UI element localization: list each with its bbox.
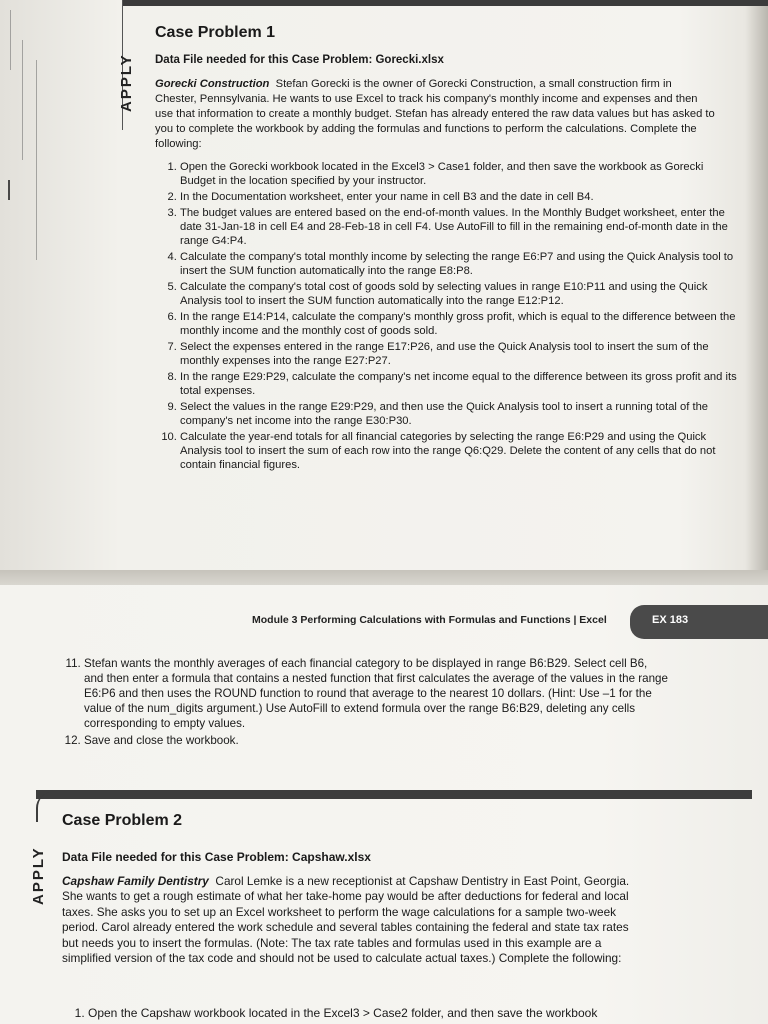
case2-data-file: Data File needed for this Case Problem: Capshaw.xlsx	[62, 850, 371, 864]
case1-step: 5. Calculate the company's total cost of goods sold by selecting values in range E10:P11 and using the Quick Analysis tool to insert the SUM function automatically into the range E12:P12.	[180, 280, 740, 308]
case1-step: 11. Stefan wants the monthly averages of each financial category to be displayed in range B6:B29. Select cell B6, and then enter a formula that contains a nested function that first calculates the average of the values in the range E6:P6 and then uses the ROUND function to round that average to the nearest 10 dollars. (Hint: Use –1 for the value of the num_digits argument.) Use AutoFill to extend formula over the range B6:B29, deleting any cells corresponding to empty values.	[84, 656, 669, 731]
case2-intro-body: Carol Lemke is a new receptionist at Capshaw Dentistry in East Point, Georgia. She wants to get a rough estimate of what her take-home pay would be after deductions for federal and local taxes. She asks you to set up an Excel worksheet to perform the wage calculations for a sample two-week period. Carol already entered the work schedule and several tables containing the federal and state tax rates but needs you to insert the formulas. (Note: The tax rate tables and formulas used in this example are a simplified version of the tax code and should not be used to calculate actual taxes.) Complete the following:	[62, 874, 630, 966]
case1-step: 4. Calculate the company's total monthly income by selecting the range E6:P7 and using the Quick Analysis tool to insert the SUM function automatically into the range E8:P8.	[180, 250, 740, 278]
case2-steps	[66, 1006, 673, 1022]
binding-gutter	[6, 0, 46, 580]
case2-title: Case Problem 2	[62, 812, 183, 829]
case1-apply-label: APPLY	[118, 53, 135, 112]
case1-steps	[158, 160, 740, 474]
case1-title: Case Problem 1	[155, 24, 276, 41]
case1-step: 10. Calculate the year-end totals for all financial categories by selecting the range E6:P29 and using the Quick Analysis tool to insert the sum of each row into the range Q6:Q29. Delete the content of any cells that do not contain financial figures.	[180, 430, 740, 472]
case1-header-bar	[122, 0, 768, 6]
case1-step: 1. Open the Gorecki workbook located in the Excel3 > Case1 folder, and then save the workbook as Gorecki Budget in the location specified by your instructor.	[180, 160, 740, 188]
case1-step: 7. Select the expenses entered in the range E17:P26, and use the Quick Analysis tool to insert the sum of the monthly expenses into the range E27:P27.	[180, 340, 740, 368]
case1-intro-body: Stefan Gorecki is the owner of Gorecki Construction, a small construction firm in Chester, Pennsylvania. He wants to use Excel to track his company's monthly income and expenses and then use that information to create a monthly budget. Stefan has already entered the raw data values but has asked to you to complete the workbook by adding the formulas and functions to perform the calculations. Complete the following:	[155, 78, 715, 150]
case2-header-curve	[36, 792, 58, 822]
case1-step: 2. In the Documentation worksheet, enter your name in cell B3 and the date in cell B4.	[180, 190, 740, 204]
case1-data-file: Data File needed for this Case Problem: Gorecki.xlsx	[155, 54, 444, 66]
case1-intro-title: Gorecki Construction	[155, 78, 270, 90]
continued-steps	[62, 656, 669, 750]
case1-step: 8. In the range E29:P29, calculate the company's net income equal to the difference between its gross profit and its total expenses.	[180, 370, 740, 398]
page-number-tab	[630, 605, 768, 639]
case1-step: 12. Save and close the workbook.	[84, 733, 669, 748]
case1-step: 9. Select the values in the range E29:P29, and then use the Quick Analysis tool to insert a running total of the company's net income into the range E30:P30.	[180, 400, 740, 428]
case1-step: 3. The budget values are entered based on the end-of-month values. In the Monthly Budget worksheet, enter the date 31-Jan-18 in cell E4 and 28-Feb-18 in cell F4. Use AutoFill to fill in the remaining end-of-month date in the range G4:P4.	[180, 206, 740, 248]
case2-intro-title: Capshaw Family Dentistry	[62, 874, 209, 888]
case1-intro	[155, 77, 715, 152]
case1-step: 6. In the range E14:P14, calculate the company's monthly gross profit, which is equal to the difference between the monthly income and the monthly cost of goods sold.	[180, 310, 740, 338]
case2-intro	[62, 874, 642, 966]
case2-step: 1. Open the Capshaw workbook located in the Excel3 > Case2 folder, and then save the workbook	[88, 1006, 673, 1020]
running-head: Module 3 Performing Calculations with Formulas and Functions | Excel	[252, 614, 607, 626]
page-number: EX 183	[652, 614, 689, 626]
case2-apply-label: APPLY	[30, 846, 47, 905]
case2-header-bar	[36, 790, 752, 799]
